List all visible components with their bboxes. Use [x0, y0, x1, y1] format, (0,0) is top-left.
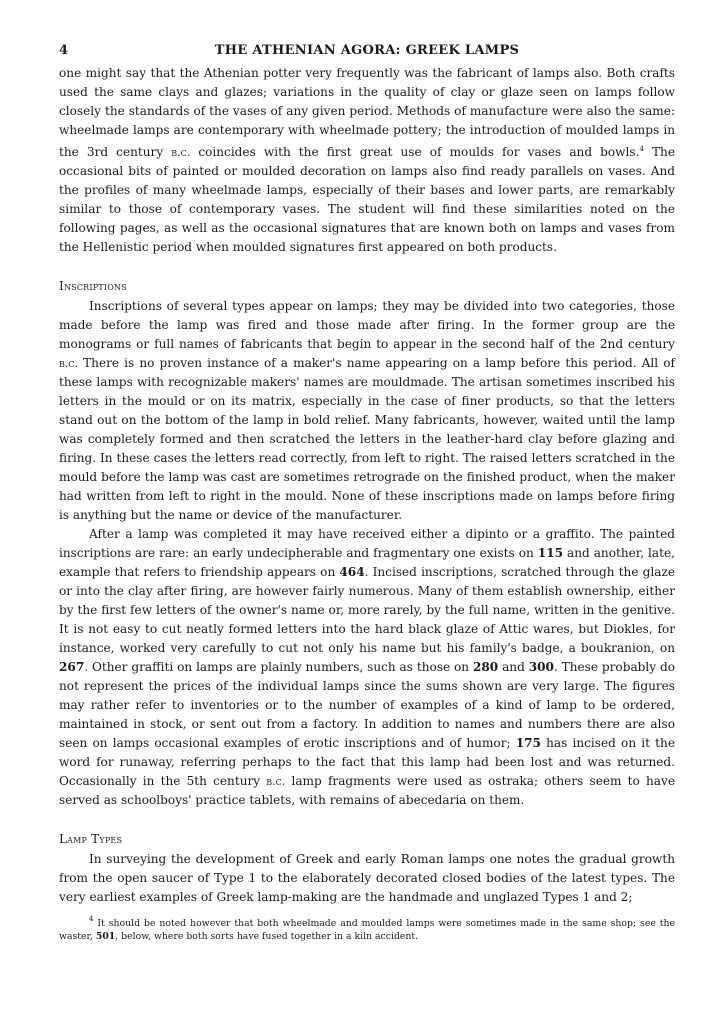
catalog-ref-300[interactable]: 300 — [528, 660, 554, 674]
lamp-types-paragraph: In surveying the development of Greek and early Roman lamps one notes the gradual growth from the open saucer of Type 1 to the elaborately decorated closed bodies of the latest types. The very earliest examples of Greek lamp-making are the handmade and unglazed Types 1 and 2; — [59, 852, 675, 904]
section-heading-lamp-types: Lamp Types — [59, 832, 123, 846]
intro-paragraph: one might say that the Athenian potter very frequently was the fabricant of lamps also. Both crafts used the same clays and glazes; variations in the quality of clay or glaze seen on lamps follow closely the standards of the vases of any given period. Methods of manufacture were also the same: wheelmade lamps are contemporary with wheelmade pottery; the introduction of moulded lamps in the 3rd century b.c. coincides with the first great use of moulds for vases and bowls.$^4$ The occasional bits of painted or moulded decoration on lamps also find ready parallels on vases. And the profiles of many wheelmade lamps, especially of their bases and lower parts, are remarkably similar to those of contemporary vases. The student will find these similarities noted on the following pages, as well as the occasional signatures that are known both on lamps and vases from the Hellenistic period when moulded signatures first appeared on both products. — [59, 66, 675, 254]
catalog-ref-464[interactable]: 464 — [339, 565, 365, 579]
document-page — [59, 40, 675, 943]
page-number: 4 — [59, 43, 69, 58]
running-title: THE ATHENIAN AGORA: GREEK LAMPS — [214, 43, 520, 58]
catalog-ref-501[interactable]: 501 — [95, 931, 116, 942]
footnote-reference[interactable]: 4 — [639, 145, 644, 153]
catalog-ref-280[interactable]: 280 — [472, 660, 499, 674]
page-header — [59, 40, 675, 64]
inscriptions-paragraph-1: Inscriptions of several types appear on lamps; they may be divided into two categories, those made before the lamp was fired and those made after firing. In the former group are the monograms or full names of fabricants that begin to appear in the second half of the 2nd century b.c. There is no proven instance of a maker's name appearing on a lamp before this period. All of these lamps with recognizable makers' names are mouldmade. The artisan sometimes inscribed his letters in the mould or on its matrix, especially in the case of finer products, so that the letters stand out on the bottom of the lamp in bold relief. Many fabricants, however, waited until the lamp was completely formed and then scratched the letters in the leather-hard clay before glazing and firing. In these cases the letters read correctly, from left to right. The raised letters scratched in the mould before the lamp was cast are sometimes retrograde on the finished product, when the maker had written from left to right in the mould. None of these inscriptions made on lamps before firing is anything but the name or device of the manufacturer. — [59, 299, 675, 522]
footnote: $^4$ It should be noted however that both wheelmade and moulded lamps were sometimes made in the same shop; see the waster, 501, below, where both sorts have fused together in a kiln accident. — [59, 915, 675, 942]
section-heading-inscriptions: Inscriptions — [59, 279, 127, 293]
catalog-ref-115[interactable]: 115 — [537, 546, 564, 560]
footnote-marker: 4 — [89, 915, 94, 923]
inscriptions-paragraph-2: After a lamp was completed it may have received either a dipinto or a graffito. The painted inscriptions are rare: an early undecipherable and fragmentary one exists on 115 and another, late, example that refers to friendship appears on 464. Incised inscriptions, scratched through the glaze or into the clay after firing, are however fairly numerous. Many of them establish ownership, either by the first few letters of the owner's name or, more rarely, by the full name, written in the genitive. It is not easy to cut neatly formed letters into the hard black glaze of Attic wares, but Diokles, for instance, worked very carefully to cut not only his name but his family's badge, a boukranion, on 267. Other graffiti on lamps are plainly numbers, such as those on 280 and 300. These probably do not represent the prices of the individual lamps since the sums shown are very large. The figures may rather refer to inventories or to the number of examples of a kind of lamp to be ordered, maintained in stock, or sent out from a factory. In addition to names and numbers there are also seen on lamps occasional examples of erotic inscriptions and of humor; 175 has incised on it the word for runaway, referring perhaps to the fact that this lamp had been lost and was returned. Occasionally in the 5th century b.c. lamp fragments were used as ostraka; others seem to have served as schoolboys' practice tablets, with remains of abecedaria on them. — [59, 527, 675, 807]
catalog-ref-175[interactable]: 175 — [515, 736, 541, 750]
catalog-ref-267[interactable]: 267 — [59, 660, 85, 674]
